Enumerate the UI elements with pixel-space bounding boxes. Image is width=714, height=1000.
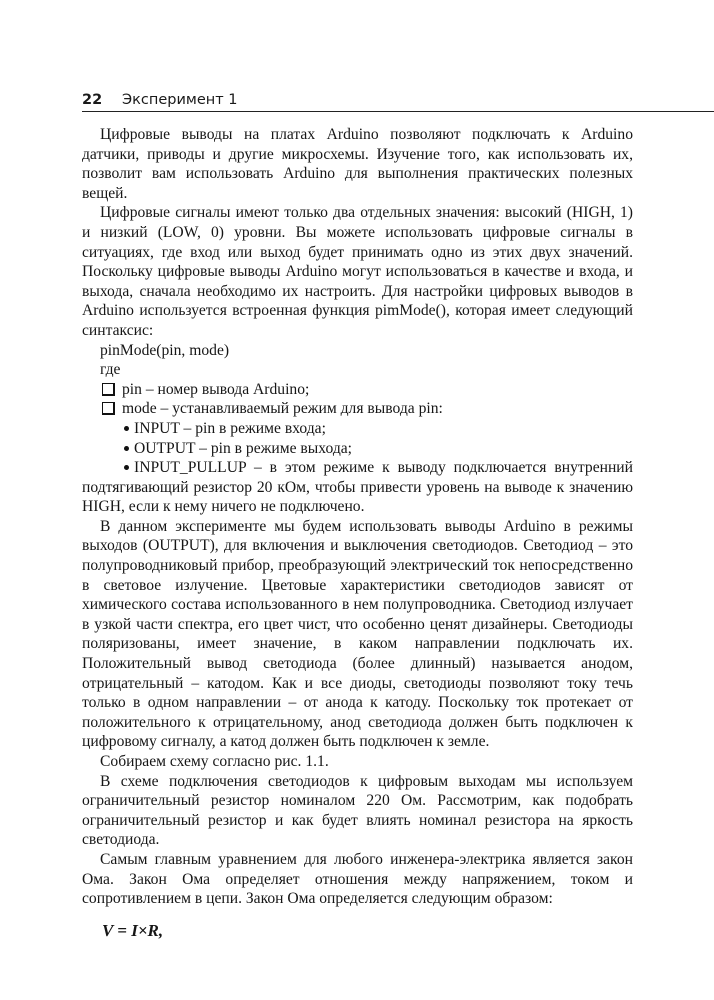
mode-item-label: OUTPUT – pin в режиме выхода; xyxy=(134,439,353,457)
paragraph-led: В данном эксперименте мы будем использовать выводы Arduino в режимы выходов (OUTPUT), для включения и выключения светодиодов. Светодиод – это полупроводниковый прибор, преобразующий электрический ток непосредственно в световое излучение. Цветовые характеристики светодиодов зависят от химического состава использованного в нем полупроводника. Светодиод излучает в узкой части спектра, его цвет чист, что особенно ценят дизайнеры. Светодиоды поляризованы, имеет значение, в каком направлении подключать их. Положительный вывод светодиода (более длинный) называется анодом, отрицательный – катодом. Как и все диоды, светодиоды позволяют току течь только в одном направлении – от анода к катоду. Поскольку ток протекает от положительного к отрицательному, анод светодиода должен быть подключен к цифровому сигналу, а катод должен быть подключен к земле. xyxy=(82,517,633,751)
mode-item-label: INPUT – pin в режиме входа; xyxy=(134,419,326,437)
page-body xyxy=(82,125,633,940)
formula-ohms-law: V = I×R, xyxy=(102,920,164,940)
page-header xyxy=(82,90,714,112)
checklist-item-label: pin – номер вывода Arduino; xyxy=(122,380,310,398)
paragraph-assemble: Собираем схему согласно рис. 1.1. xyxy=(100,753,329,770)
mode-item-output xyxy=(82,439,633,459)
checklist-item-label: mode – устанавливаемый режим для вывода pin: xyxy=(122,400,443,418)
mode-item-input xyxy=(82,419,633,439)
page-number: 22 xyxy=(82,92,103,108)
code-syntax: pinMode(pin, mode) xyxy=(100,341,230,359)
bullet-icon xyxy=(124,426,129,431)
section-title: Эксперимент 1 xyxy=(122,92,238,108)
checkbox-icon xyxy=(102,383,115,396)
where-label: где xyxy=(100,361,121,379)
paragraph-resistor: В схеме подключения светодиодов к цифровым выходам мы используем ограничительный резистор номиналом 220 Ом. Рассмотрим, как подобрать ограничительный резистор и как будет влиять номинал резистора на яркость светодиода. xyxy=(82,772,633,849)
checklist-item-pin xyxy=(82,380,633,400)
paragraph-ohms-law: Самым главным уравнением для любого инженера-электрика является закон Ома. Закон Ома определяет отношения между напряжением, током и сопротивлением в цепи. Закон Ома определяется следующим образом: xyxy=(82,850,633,908)
paragraph-intro: Цифровые выводы на платах Arduino позволяют подключать к Arduino датчики, приводы и другие микросхемы. Изучение того, как использовать их, позволит вам использовать Arduino для выполнения практических полезных вещей. xyxy=(82,126,633,202)
mode-item-input-pullup xyxy=(82,458,633,517)
checklist-item-mode xyxy=(82,399,633,419)
paragraph-digital-signals: Цифровые сигналы имеют только два отдельных значения: высокий (HIGH, 1) и низкий (LOW, 0) уровни. Вы можете использовать цифровые сигналы в ситуациях, где вход или выход будет принимать одно из этих двух значений. Поскольку цифровые выводы Arduino могут использоваться в качестве и входа, и выхода, сначала необходимо их настроить. Для настройки цифровых выводов в Arduino используется встроенная функция pimMode(), которая имеет следующий синтаксис: xyxy=(82,204,633,339)
checkbox-icon xyxy=(102,402,115,415)
header-rule xyxy=(82,111,714,112)
mode-item-label: INPUT_PULLUP – в этом режиме к выводу подключается внутренний подтягивающий резистор 20 кОм, чтобы привести уровень на выводе к значению HIGH, если к нему ничего не подключено. xyxy=(82,459,633,516)
bullet-icon xyxy=(124,446,129,451)
